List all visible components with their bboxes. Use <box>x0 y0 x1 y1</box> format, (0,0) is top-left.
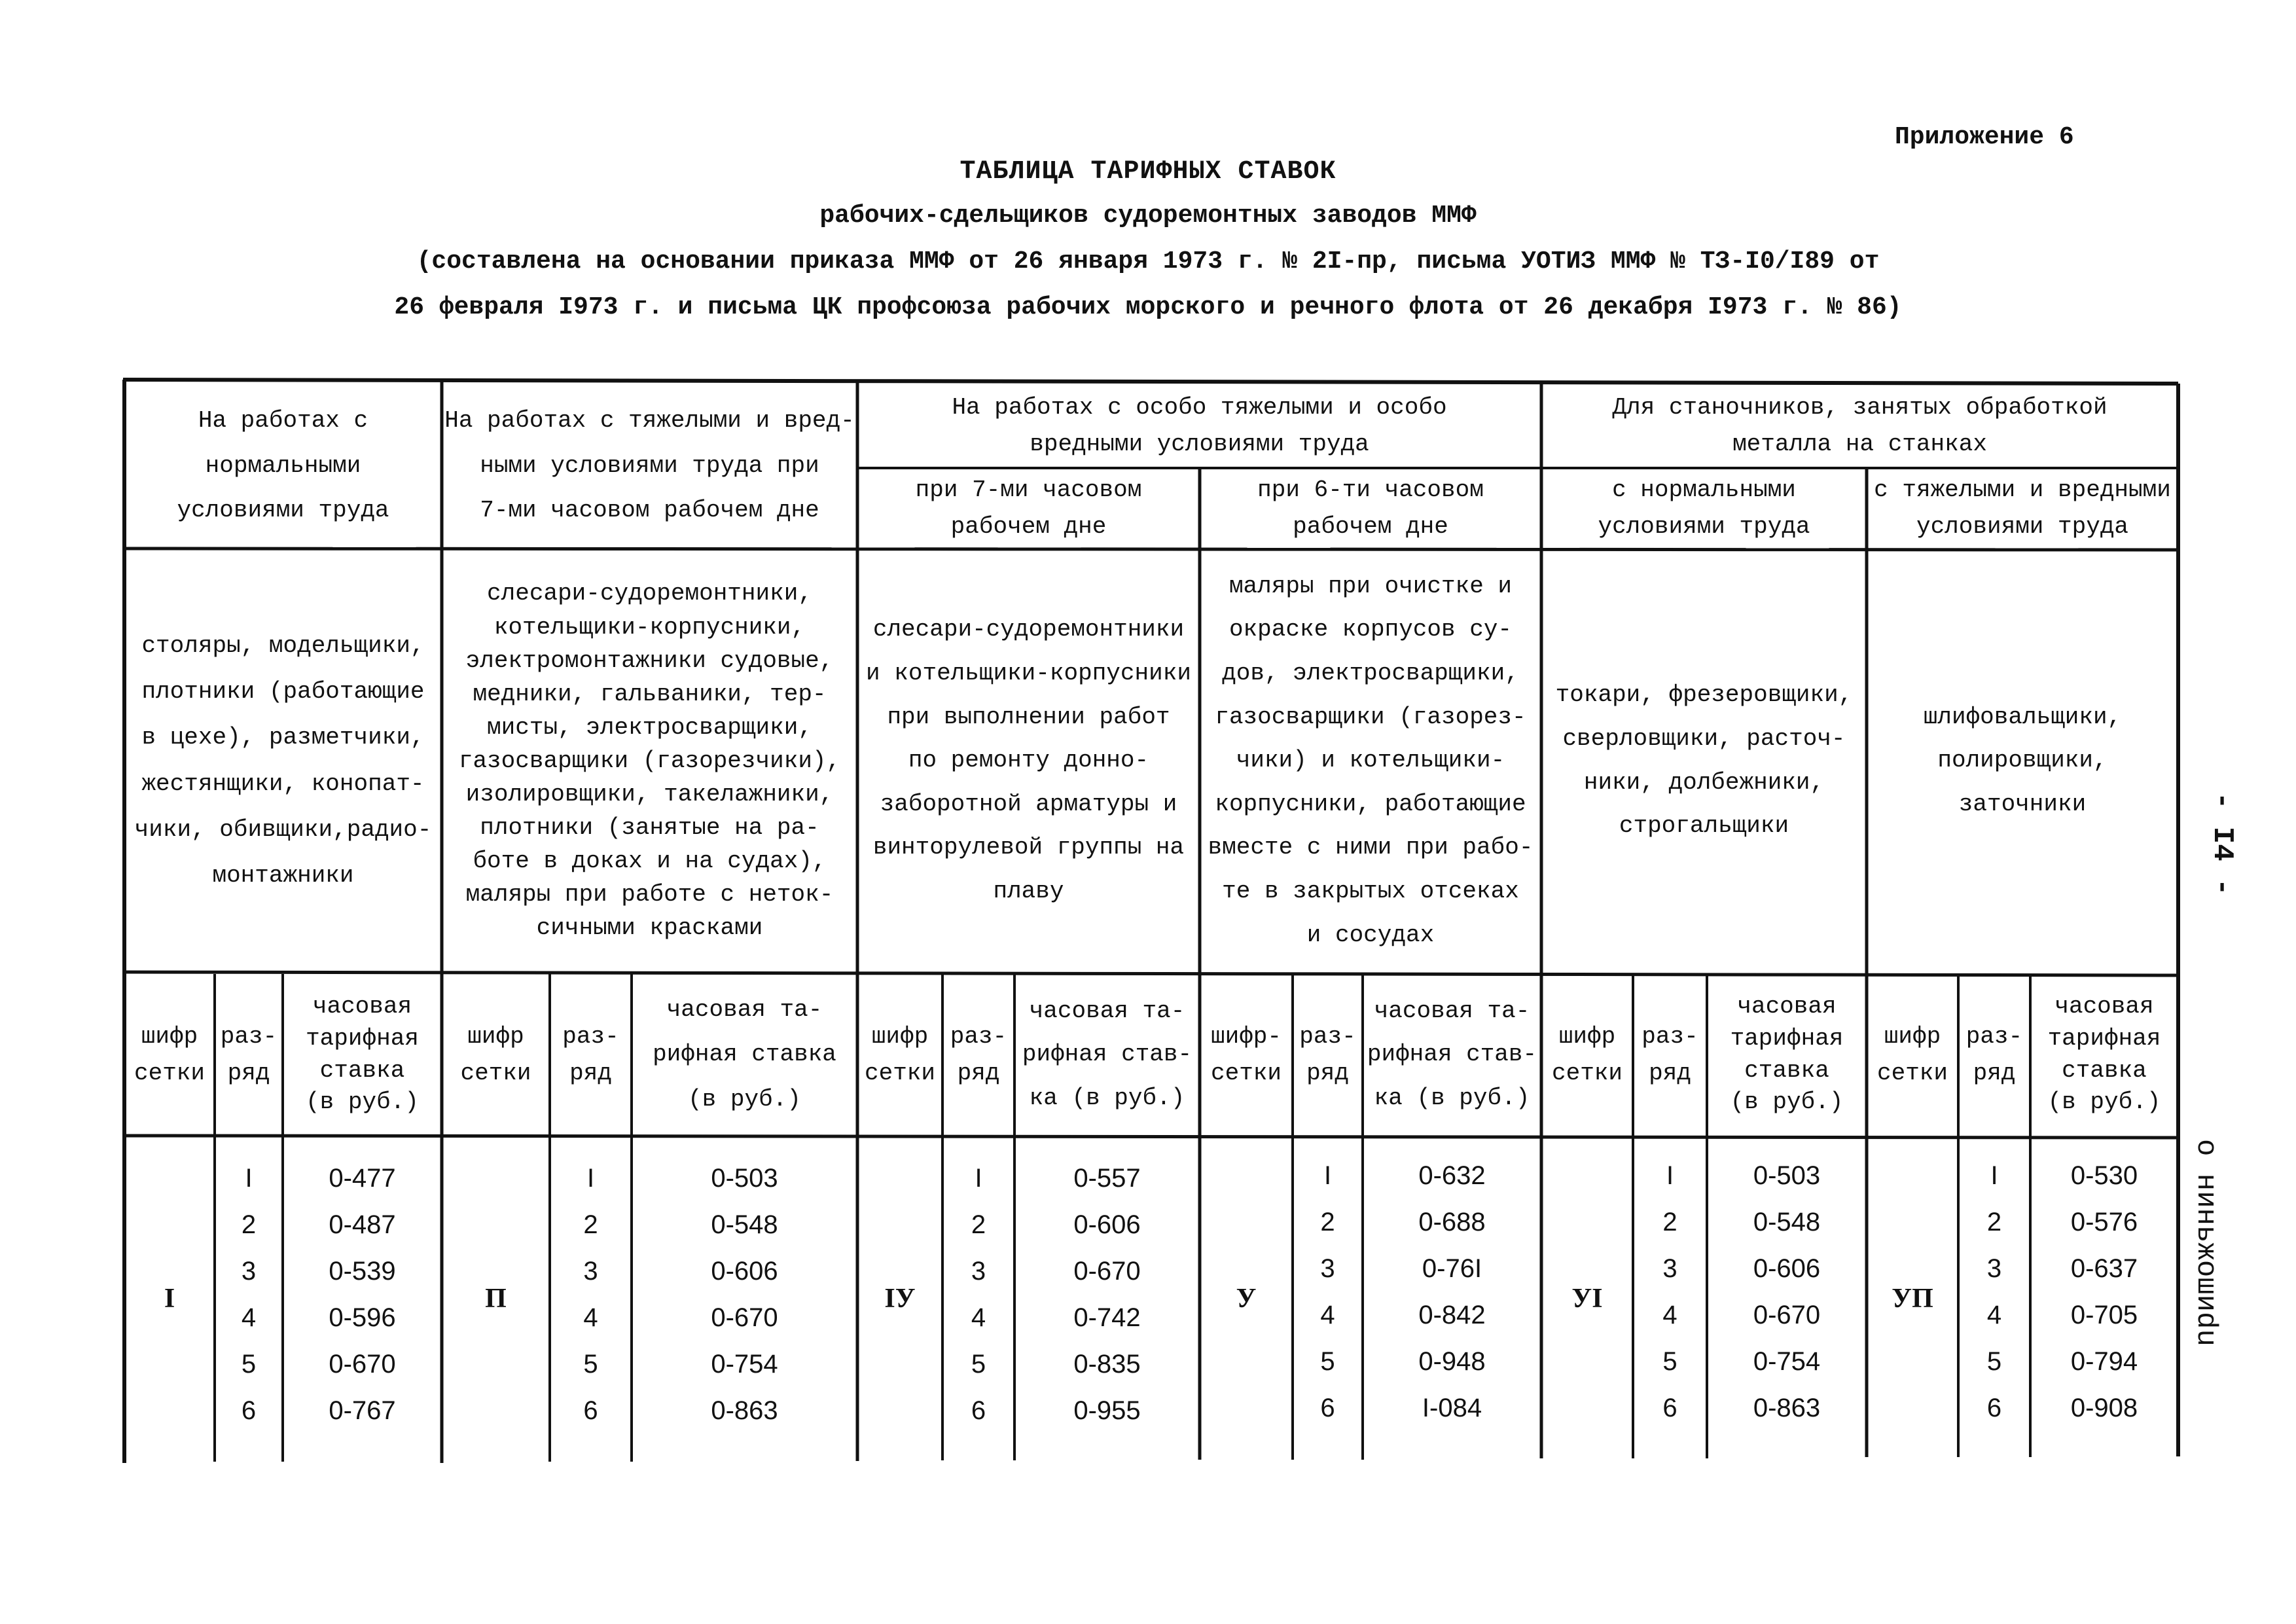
rate-cell: 0-606 <box>1753 1254 1821 1283</box>
workers-mach-normal: токари, фрезеровщики, сверловщики, расточ- ники, долбежники, строгальщики <box>1555 681 1853 840</box>
side-stamp: о ниньжошиdu <box>2189 1139 2222 1346</box>
rate-cell: 0-670 <box>1753 1301 1821 1329</box>
grid-code-cell: У <box>1236 1284 1257 1314</box>
grid-code-cell: УI <box>1571 1284 1603 1314</box>
rate-cell: 0-596 <box>329 1303 396 1332</box>
grid-code-cell: I <box>164 1284 175 1314</box>
col-header-grade: раз- ряд <box>950 1022 1007 1087</box>
colheader-bottom-border <box>124 1136 2178 1138</box>
table-subtitle: рабочих-сдельщиков судоремонтных заводов ММФ <box>819 202 1477 230</box>
rate-cell: 0-705 <box>2070 1301 2138 1329</box>
rate-cell: 0-670 <box>329 1350 396 1379</box>
group-extra-heavy-header: На работах с особо тяжелыми и особо вредными условиями труда <box>952 394 1447 458</box>
grade-cell: 2 <box>971 1210 986 1239</box>
rate-cell: 0-908 <box>2070 1394 2138 1422</box>
grade-cell: 2 <box>1320 1208 1335 1236</box>
grade-cell: 6 <box>1320 1394 1335 1422</box>
page-number: - I4 - <box>2206 792 2238 896</box>
grade-cell: 2 <box>583 1210 598 1239</box>
workers-heavy: слесари-судоремонтники, котельщики-корпусники, электромонтажники судовые, медники, гальваники, тер- мисты, электросварщики, газосварщики (газорезчики), изолировщики, такелажники, плотники (занятые на ра- боте в доках и на судах), маляры при работе с неток- сичными красками <box>458 580 841 942</box>
group-normal-header: На работах с нормальными условиями труда <box>177 407 389 524</box>
grade-cell: 6 <box>971 1396 986 1425</box>
subgroup-mach-heavy: с тяжелыми и вредными условиями труда <box>1874 476 2171 540</box>
grade-cell: 5 <box>1986 1347 2002 1376</box>
subgroup-extra-7h: при 7-ми часовом рабочем дне <box>915 476 1142 540</box>
rate-cell: 0-670 <box>1073 1257 1141 1286</box>
rate-cell: 0-688 <box>1418 1208 1486 1236</box>
col-header-grade: раз- ряд <box>220 1022 278 1087</box>
grade-cell: 3 <box>241 1257 257 1286</box>
rate-cell: 0-948 <box>1418 1347 1486 1376</box>
grade-cell: I <box>1323 1161 1332 1190</box>
rate-cell: 0-606 <box>1073 1210 1141 1239</box>
rate-cell: 0-670 <box>711 1303 778 1332</box>
grade-cell: I <box>245 1164 253 1193</box>
col-header-rate: часовая тарифная ставка (в руб.) <box>2047 993 2161 1116</box>
col-header-code: шифр сетки <box>1551 1022 1623 1087</box>
grade-cell: 6 <box>1662 1394 1677 1422</box>
rate-cell: I-084 <box>1422 1394 1482 1422</box>
col-header-grade: раз- ряд <box>562 1022 619 1087</box>
rate-cell: 0-539 <box>329 1257 396 1286</box>
grade-cell: 4 <box>241 1303 257 1332</box>
grade-cell: 2 <box>1662 1208 1677 1236</box>
col-header-code: шифр сетки <box>134 1022 206 1087</box>
rate-cell: 0-767 <box>329 1396 396 1425</box>
rate-cell: 0-794 <box>2070 1347 2138 1376</box>
rate-cell: 0-606 <box>711 1257 778 1286</box>
rate-cell: 0-530 <box>2070 1161 2138 1190</box>
workers-normal: столяры, модельщики, плотники (работающие в цехе), разметчики, жестянщики, конопат- чики, обивщики,радио- монтажники <box>134 632 432 889</box>
grade-cell: 5 <box>241 1350 257 1379</box>
rate-cell: 0-863 <box>711 1396 778 1425</box>
workers-extra-7h: слесари-судоремонтники и котельщики-корпусники при выполнении работ по ремонту донно- заборотной арматуры и винторулевой группы на плаву <box>866 616 1191 905</box>
col-header-code: шифр сетки <box>460 1022 531 1087</box>
rate-cell: 0-955 <box>1073 1396 1141 1425</box>
rate-cell: 0-76I <box>1422 1254 1482 1283</box>
grade-cell: 6 <box>583 1396 598 1425</box>
table-title: ТАБЛИЦА ТАРИФНЫХ СТАВОК <box>960 157 1336 187</box>
group-machinists-header: Для станочников, занятых обработкой металла на станках <box>1612 394 2108 458</box>
grade-cell: 3 <box>971 1257 986 1286</box>
grade-cell: 4 <box>1986 1301 2002 1329</box>
grade-cell: 6 <box>241 1396 257 1425</box>
rate-cell: 0-742 <box>1073 1303 1141 1332</box>
col-header-rate: часовая тарифная ставка (в руб.) <box>1730 993 1844 1116</box>
col-header-grade: раз- ряд <box>1641 1022 1698 1087</box>
rate-cell: 0-576 <box>2070 1208 2138 1236</box>
group-heavy-header: На работах с тяжелыми и вред- ными условиями труда при 7-ми часовом рабочем дне <box>444 407 855 524</box>
rate-cell: 0-477 <box>329 1164 396 1193</box>
appendix-label: Приложение 6 <box>1895 123 2074 151</box>
grade-cell: 4 <box>1662 1301 1677 1329</box>
grade-cell: 2 <box>1986 1208 2002 1236</box>
grade-cell: 4 <box>583 1303 598 1332</box>
grade-cell: 5 <box>1320 1347 1335 1376</box>
col-header-grade: раз- ряд <box>1299 1022 1356 1087</box>
rate-cell: 0-835 <box>1073 1350 1141 1379</box>
grade-cell: I <box>1666 1161 1674 1190</box>
rate-cell: 0-632 <box>1418 1161 1486 1190</box>
rate-cell: 0-637 <box>2070 1254 2138 1283</box>
rate-cell: 0-487 <box>329 1210 396 1239</box>
grade-cell: 3 <box>1662 1254 1677 1283</box>
grid-code-cell: УП <box>1892 1284 1933 1314</box>
grade-cell: 2 <box>241 1210 257 1239</box>
col-header-code: шифр- сетки <box>1210 1022 1282 1087</box>
col-header-rate: часовая та- рифная став- ка (в руб.) <box>1367 997 1537 1111</box>
col-header-grade: раз- ряд <box>1965 1022 2023 1087</box>
grade-cell: 3 <box>583 1257 598 1286</box>
grade-cell: 5 <box>1662 1347 1677 1376</box>
rate-cell: 0-503 <box>1753 1161 1821 1190</box>
subgroup-extra-6h: при 6-ти часовом рабочем дне <box>1257 476 1484 540</box>
col-header-rate: часовая та- рифная ставка (в руб.) <box>653 996 836 1113</box>
grid-code-cell: П <box>485 1284 507 1314</box>
subgroup-mach-normal: с нормальными условиями труда <box>1598 476 1810 540</box>
grade-cell: 3 <box>1320 1254 1335 1283</box>
grade-cell: 3 <box>1986 1254 2002 1283</box>
col-header-code: шифр сетки <box>864 1022 936 1087</box>
rate-cell: 0-842 <box>1418 1301 1486 1329</box>
basis-line-1: (составлена на основании приказа ММФ от 26 января 1973 г. № 2I-пр, письма УОТИЗ ММФ № ТЗ-I0/I89 от <box>416 247 1880 276</box>
workers-extra-6h: маляры при очистке и окраске корпусов су- дов, электросварщики, газосварщики (газорез- чики) и котельщики- корпусники, работающие вместе с ними при рабо- те в закрытых отсеках и сосудах <box>1208 572 1534 948</box>
workers-mach-heavy: шлифовальщики, полировщики, заточники <box>1923 703 2122 818</box>
rate-cell: 0-557 <box>1073 1164 1141 1193</box>
grade-cell: I <box>586 1164 595 1193</box>
rate-cell: 0-548 <box>1753 1208 1821 1236</box>
col-header-rate: часовая тарифная ставка (в руб.) <box>306 993 419 1116</box>
grade-cell: I <box>975 1164 982 1193</box>
basis-line-2: 26 февраля I973 г. и письма ЦК профсоюза рабочих морского и речного флота от 26 декабря I973 г. № 86) <box>394 293 1902 321</box>
rate-cell: 0-754 <box>711 1350 778 1379</box>
grade-cell: 5 <box>583 1350 598 1379</box>
grade-cell: I <box>1990 1161 1998 1190</box>
grid-code-cell: IУ <box>884 1284 916 1314</box>
grade-cell: 4 <box>1320 1301 1335 1329</box>
col-header-code: шифр сетки <box>1876 1022 1948 1087</box>
grade-cell: 4 <box>971 1303 986 1332</box>
col-header-rate: часовая та- рифная став- ка (в руб.) <box>1022 997 1193 1111</box>
rate-cell: 0-863 <box>1753 1394 1821 1422</box>
rate-cell: 0-754 <box>1753 1347 1821 1376</box>
grade-cell: 6 <box>1986 1394 2002 1422</box>
rate-cell: 0-548 <box>711 1210 778 1239</box>
grade-cell: 5 <box>971 1350 986 1379</box>
rate-cell: 0-503 <box>711 1164 778 1193</box>
